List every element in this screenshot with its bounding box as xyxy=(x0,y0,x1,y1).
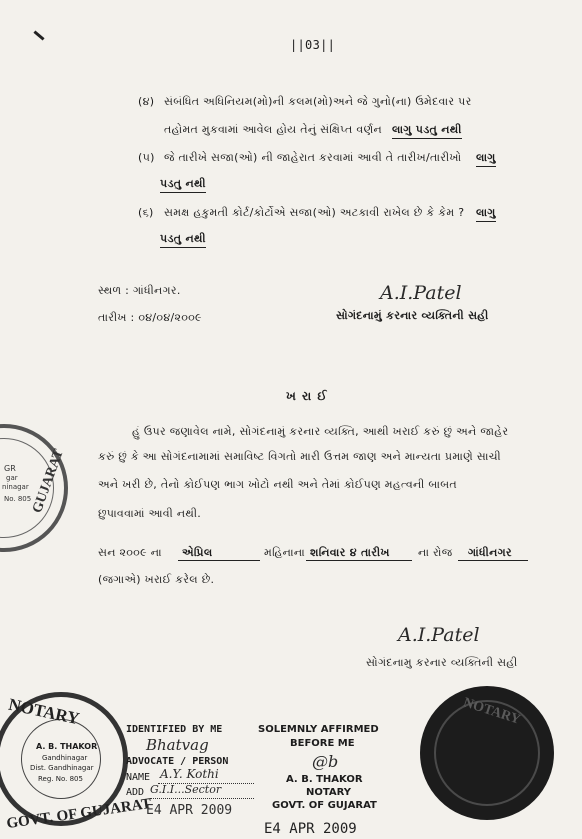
date-line-suffix: (જગાએ) ખરાઈ કરેલ છે. xyxy=(98,573,215,586)
signatory-label-1: સોગંદનામું કરનાર વ્યક્તિની સહી xyxy=(336,309,489,322)
date-stamp-1: E4 APR 2009 xyxy=(146,803,233,818)
edge-stamp-line-3: ninagar xyxy=(2,483,29,491)
signature-2: A.I.Patel xyxy=(398,624,480,646)
verification-line-2: કરું છું કે આ સોગંદનામામાં સમાવિષ્ટ વિગતો મારી ઉત્તમ જાણ અને માન્યતા પ્રમાણે સાચી xyxy=(98,450,501,463)
date-line-na-roj: ના રોજ xyxy=(418,546,453,559)
place-label: સ્થળ : ગાંધીનગર. xyxy=(98,284,181,297)
item-4-answer: લાગુ પડતુ નથી xyxy=(392,123,462,139)
edge-stamp-line-1: GR xyxy=(4,464,16,473)
item-4-line1: સંબંધિત અધિનિયમ(મો)ની કલમ(મો)અને જે ગુનો(ના) ઉમેદવાર પર xyxy=(164,95,472,108)
identified-line-1: IDENTIFIED BY ME xyxy=(126,724,223,735)
notary-stamp-bottom-text: GOVT. OF GUJARAT xyxy=(5,795,153,833)
affirmed-signature: @b xyxy=(312,752,339,771)
affirmed-line-1: SOLEMNLY AFFIRMED xyxy=(258,724,379,735)
identified-line-2: ADVOCATE / PERSON xyxy=(126,756,229,767)
edge-stamp-text: GUJARAT xyxy=(30,447,67,516)
page-number: ||03|| xyxy=(290,38,336,52)
date-label: તારીખ : ૦૪/૦૪/૨૦૦૯ xyxy=(98,311,202,324)
date-line-day: શનિવાર ૪ તારીખ xyxy=(310,546,390,559)
verification-line-3: અને ખરી છે, તેનો કોઈપણ ભાગ ખોટો નથી અને તેમાં કોઈપણ મહત્વની બાબત xyxy=(98,478,457,491)
signature-1: A.I.Patel xyxy=(380,282,462,304)
date-line-prefix: સન ૨૦૦૯ ના xyxy=(98,546,162,559)
pen-mark xyxy=(33,30,44,40)
item-5-line1: જે તારીખે સજા(ઓ) ની જાહેરાત કરવામાં આવી તે તારીખ/તારીખો xyxy=(164,151,462,164)
identified-add-line xyxy=(150,798,254,799)
item-4-number: (૪) xyxy=(138,95,155,108)
affirmed-title: NOTARY xyxy=(306,787,352,798)
verification-line-1: હું ઉપર જણાવેલ નામે, સોગંદનામું કરનાર વ્યક્તિ, આથી ખરાઈ કરું છું અને જાહેર xyxy=(132,425,509,438)
item-5-answer-1: લાગુ xyxy=(476,151,496,167)
date-line-month: એપ્રિલ xyxy=(182,546,213,559)
edge-stamp-line-2: gar xyxy=(6,474,18,482)
notary-stamp-dist: Dist. Gandhinagar xyxy=(30,764,94,772)
identified-name-label: NAME xyxy=(126,772,151,783)
item-5-number: (૫) xyxy=(138,151,155,164)
identified-add-value: G.I.I...Sector xyxy=(150,783,222,796)
seal-text: NOTARY xyxy=(461,695,523,728)
month-underline xyxy=(178,560,260,561)
edge-stamp-line-4: No. 805 xyxy=(4,495,32,503)
date-line-place: ગાંધીનગર xyxy=(468,546,512,559)
identified-signature: Bhatvag xyxy=(146,736,209,754)
affirmed-govt: GOVT. OF GUJARAT xyxy=(272,800,377,811)
item-6-number: (૬) xyxy=(138,206,154,219)
verification-line-4: છુપાવવામાં આવી નથી. xyxy=(98,507,202,520)
identified-name-value: A.Y. Kothi xyxy=(160,767,219,781)
date-line-mahina: મહિનાના xyxy=(264,546,306,559)
item-6-answer-2: પડતુ નથી xyxy=(160,232,206,248)
place-underline xyxy=(458,560,528,561)
notary-stamp-top-text: NOTARY xyxy=(6,694,82,729)
date-stamp-2: E4 APR 2009 xyxy=(264,821,357,837)
affirmed-line-2: BEFORE ME xyxy=(290,738,355,749)
item-6-line1: સમક્ષ હકુમતી કોર્ટ/કોર્ટોએ સજા(ઓ) અટકાવી રાખેલ છે કે કેમ ? xyxy=(164,206,465,219)
notary-stamp-reg: Reg. No. 805 xyxy=(38,775,83,783)
identified-add-label: ADD xyxy=(126,787,145,798)
day-underline xyxy=(306,560,412,561)
notary-stamp-city: Gandhinagar xyxy=(42,754,88,762)
affirmed-name: A. B. THAKOR xyxy=(286,774,363,785)
signatory-label-2: સોગંદનામુ કરનાર વ્યક્તિની સહી xyxy=(366,656,518,669)
item-4-line2: તહોમત મુકવામાં આવેલ હોય તેનું સંક્ષિપ્ત વર્ણન xyxy=(164,123,382,136)
verification-title: ખ રા ઈ xyxy=(286,389,328,403)
notary-stamp-name: A. B. THAKOR xyxy=(36,742,98,751)
item-6-answer-1: લાગુ xyxy=(476,206,496,222)
item-5-answer-2: પડતુ નથી xyxy=(160,177,206,193)
